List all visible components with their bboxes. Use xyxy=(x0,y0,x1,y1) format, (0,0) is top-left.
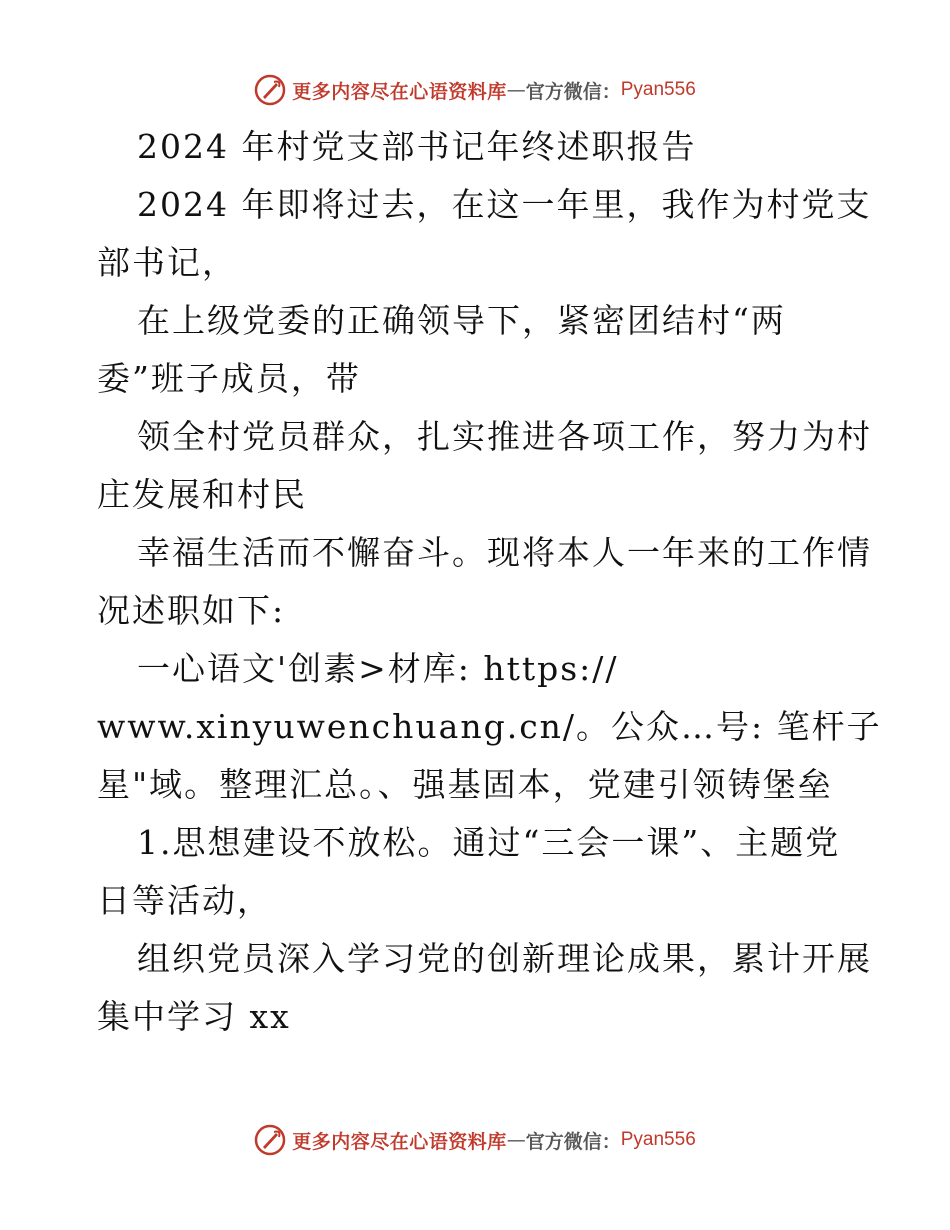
document-title: 2024 年村党支部书记年终述职报告 xyxy=(137,127,697,166)
paragraph-line: 组织党员深入学习党的创新理论成果，累计开展 xyxy=(137,939,872,978)
feather-pen-icon xyxy=(254,1124,286,1156)
banner-wechat-id: Pyan556 xyxy=(620,79,696,100)
feather-pen-icon xyxy=(254,74,286,106)
footer-main-text: 更多内容尽在心语资料库 xyxy=(292,1130,507,1153)
paragraph-line: 一心语文'创素>材库: https:// xyxy=(137,649,619,688)
paragraph-line: 领全村党员群众，扎实推进各项工作，努力为村 xyxy=(137,417,872,456)
paragraph-line: 部书记， xyxy=(97,243,237,282)
paragraph-line: www.xinyuwenchuang.cn/。公众…号: 笔杆子 xyxy=(97,707,882,746)
document-body xyxy=(97,118,882,1046)
banner-wechat-label: 官方微信： xyxy=(525,80,621,103)
header-banner xyxy=(0,70,950,110)
paragraph-line: 在上级党委的正确领导下，紧密团结村“两 xyxy=(137,301,786,340)
paragraph-line: 集中学习 xx xyxy=(97,997,291,1036)
paragraph-line: 委”班子成员，带 xyxy=(97,359,361,398)
paragraph-line: 幸福生活而不懈奋斗。现将本人一年来的工作情 xyxy=(137,533,872,572)
footer-wechat-label: 官方微信： xyxy=(525,1130,621,1153)
banner-main-text: 更多内容尽在心语资料库 xyxy=(292,80,507,103)
banner-separator: — xyxy=(506,79,526,101)
paragraph-line: 1.思想建设不放松。通过“三会一课”、主题党 xyxy=(137,823,841,862)
paragraph-line: 2024 年即将过去，在这一年里，我作为村党支 xyxy=(137,185,872,224)
paragraph-line: 庄发展和村民 xyxy=(97,475,307,514)
footer-wechat-id: Pyan556 xyxy=(620,1129,696,1150)
footer-separator: — xyxy=(506,1129,526,1151)
section-heading-line: 星"域。整理汇总。、强基固本，党建引领铸堡垒 xyxy=(97,765,833,804)
footer-banner xyxy=(0,1120,950,1160)
paragraph-line: 日等活动， xyxy=(97,881,272,920)
paragraph-line: 况述职如下: xyxy=(97,591,286,630)
